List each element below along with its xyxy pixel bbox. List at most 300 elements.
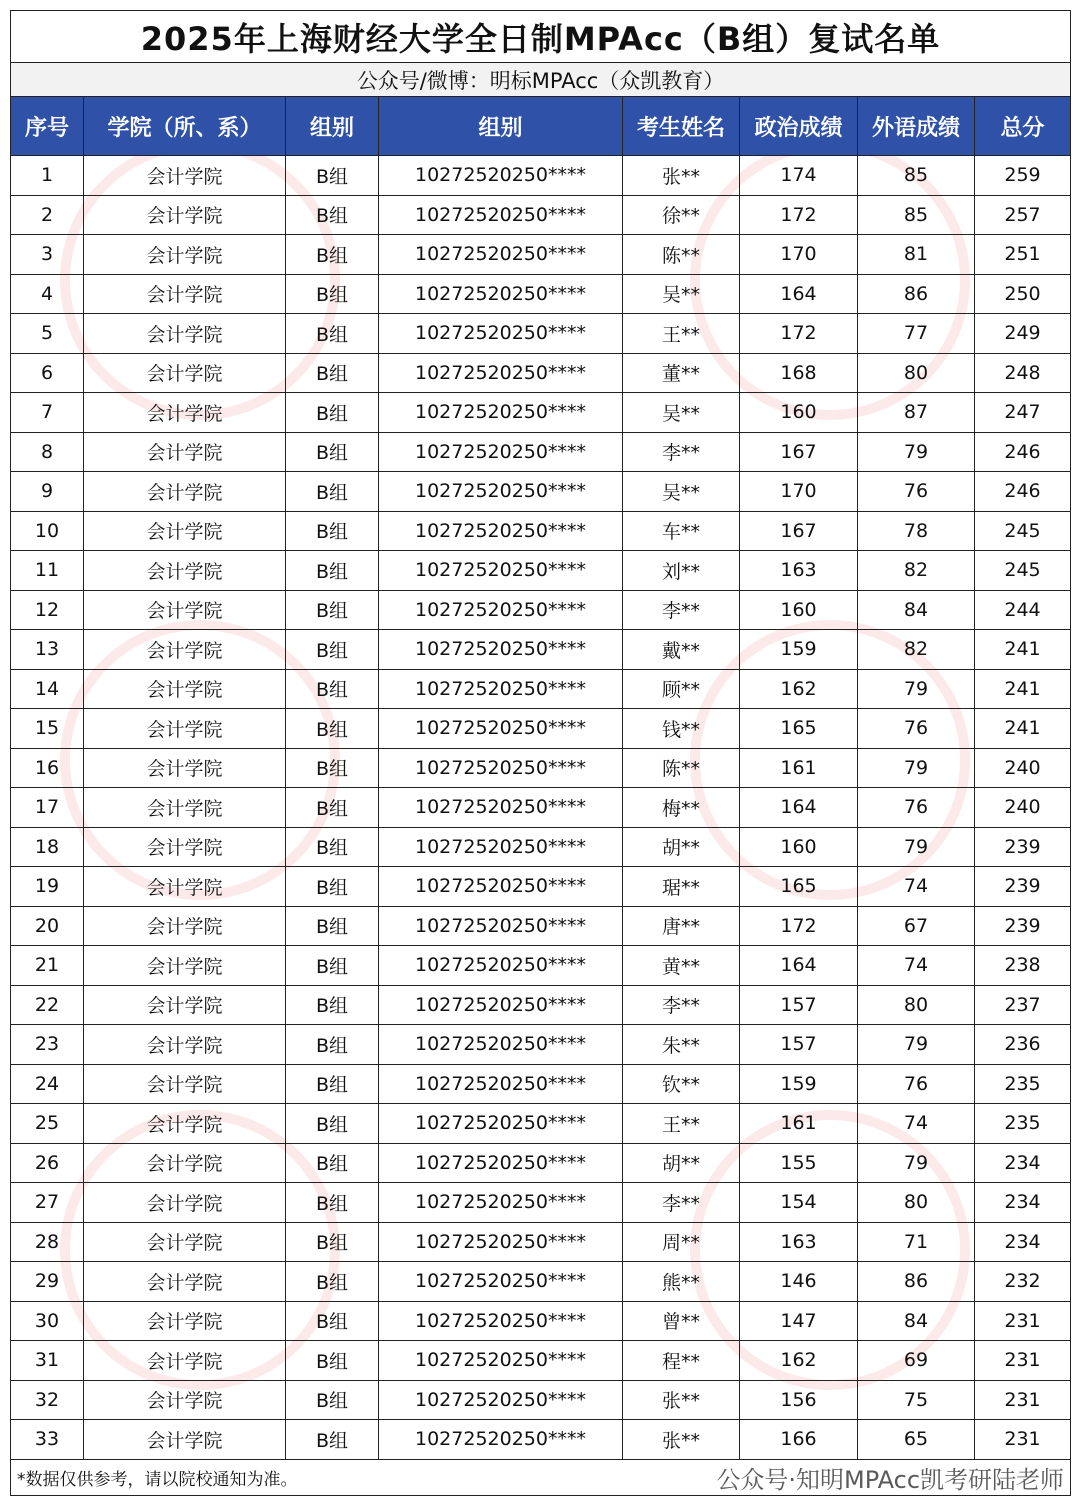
cell-total: 239 [975, 867, 1071, 907]
cell-name: 曾** [623, 1301, 740, 1341]
cell-name: 钦** [623, 1064, 740, 1104]
cell-name: 程** [623, 1341, 740, 1381]
table-row [11, 985, 1071, 1025]
cell-politics: 165 [740, 709, 858, 749]
cell-index: 15 [11, 709, 84, 749]
cell-politics: 172 [740, 906, 858, 946]
cell-politics: 160 [740, 827, 858, 867]
cell-total: 231 [975, 1301, 1071, 1341]
cell-group: B组 [286, 669, 379, 709]
cell-name: 戴** [623, 630, 740, 670]
cell-language: 80 [858, 1183, 975, 1223]
cell-index: 1 [11, 156, 84, 196]
cell-politics: 172 [740, 314, 858, 354]
cell-group: B组 [286, 630, 379, 670]
cell-group: B组 [286, 551, 379, 591]
cell-exam-id: 10272520250**** [379, 1262, 623, 1302]
cell-total: 241 [975, 669, 1071, 709]
cell-politics: 157 [740, 1025, 858, 1065]
cell-group: B组 [286, 827, 379, 867]
cell-index: 11 [11, 551, 84, 591]
cell-exam-id: 10272520250**** [379, 353, 623, 393]
cell-total: 238 [975, 946, 1071, 986]
cell-exam-id: 10272520250**** [379, 1183, 623, 1223]
cell-politics: 166 [740, 1420, 858, 1460]
table-row [11, 1183, 1071, 1223]
cell-group: B组 [286, 1025, 379, 1065]
cell-index: 17 [11, 788, 84, 828]
cell-name: 周** [623, 1222, 740, 1262]
cell-group: B组 [286, 393, 379, 433]
cell-group: B组 [286, 1143, 379, 1183]
cell-group: B组 [286, 867, 379, 907]
footer-row [11, 1459, 1071, 1495]
footnote: *数据仅供参考，请以院校通知为准。 [17, 1469, 298, 1490]
cell-name: 王** [623, 1104, 740, 1144]
cell-total: 245 [975, 551, 1071, 591]
table-row [11, 709, 1071, 749]
cell-exam-id: 10272520250**** [379, 1104, 623, 1144]
table-row [11, 1064, 1071, 1104]
header-group: 组别 [286, 97, 379, 156]
cell-index: 28 [11, 1222, 84, 1262]
cell-politics: 167 [740, 511, 858, 551]
cell-language: 84 [858, 1301, 975, 1341]
cell-language: 74 [858, 867, 975, 907]
cell-college: 会计学院 [84, 1420, 286, 1460]
table-row [11, 827, 1071, 867]
table-row [11, 748, 1071, 788]
table-row [11, 906, 1071, 946]
table-row [11, 1262, 1071, 1302]
cell-language: 79 [858, 669, 975, 709]
cell-index: 2 [11, 195, 84, 235]
cell-index: 22 [11, 985, 84, 1025]
cell-politics: 159 [740, 630, 858, 670]
cell-group: B组 [286, 1341, 379, 1381]
cell-total: 239 [975, 827, 1071, 867]
table-row [11, 867, 1071, 907]
cell-language: 82 [858, 630, 975, 670]
cell-name: 张** [623, 156, 740, 196]
header-politics: 政治成绩 [740, 97, 858, 156]
cell-exam-id: 10272520250**** [379, 235, 623, 275]
cell-name: 胡** [623, 827, 740, 867]
cell-exam-id: 10272520250**** [379, 195, 623, 235]
cell-exam-id: 10272520250**** [379, 1301, 623, 1341]
cell-exam-id: 10272520250**** [379, 1143, 623, 1183]
table-row [11, 314, 1071, 354]
cell-total: 257 [975, 195, 1071, 235]
cell-exam-id: 10272520250**** [379, 472, 623, 512]
cell-exam-id: 10272520250**** [379, 590, 623, 630]
cell-name: 张** [623, 1380, 740, 1420]
cell-exam-id: 10272520250**** [379, 1064, 623, 1104]
cell-group: B组 [286, 1380, 379, 1420]
cell-language: 75 [858, 1380, 975, 1420]
table-row [11, 156, 1071, 196]
cell-index: 26 [11, 1143, 84, 1183]
cell-index: 30 [11, 1301, 84, 1341]
cell-exam-id: 10272520250**** [379, 551, 623, 591]
cell-language: 79 [858, 1143, 975, 1183]
cell-index: 12 [11, 590, 84, 630]
subtitle: 公众号/微博：明标MPAcc（众凯教育） [11, 63, 1071, 97]
cell-language: 82 [858, 551, 975, 591]
cell-politics: 164 [740, 946, 858, 986]
cell-college: 会计学院 [84, 393, 286, 433]
cell-politics: 146 [740, 1262, 858, 1302]
cell-name: 琚** [623, 867, 740, 907]
table-row [11, 1420, 1071, 1460]
cell-total: 240 [975, 788, 1071, 828]
table-row [11, 669, 1071, 709]
cell-politics: 163 [740, 551, 858, 591]
cell-college: 会计学院 [84, 1064, 286, 1104]
candidate-table [10, 10, 1071, 1496]
table-row [11, 472, 1071, 512]
cell-college: 会计学院 [84, 709, 286, 749]
cell-college: 会计学院 [84, 669, 286, 709]
cell-name: 吴** [623, 472, 740, 512]
cell-politics: 164 [740, 788, 858, 828]
cell-name: 徐** [623, 195, 740, 235]
cell-college: 会计学院 [84, 827, 286, 867]
cell-exam-id: 10272520250**** [379, 314, 623, 354]
cell-index: 21 [11, 946, 84, 986]
cell-total: 241 [975, 709, 1071, 749]
cell-college: 会计学院 [84, 511, 286, 551]
cell-politics: 147 [740, 1301, 858, 1341]
cell-politics: 161 [740, 748, 858, 788]
cell-total: 244 [975, 590, 1071, 630]
cell-group: B组 [286, 1301, 379, 1341]
cell-name: 李** [623, 432, 740, 472]
cell-politics: 170 [740, 472, 858, 512]
cell-language: 74 [858, 1104, 975, 1144]
cell-language: 79 [858, 432, 975, 472]
cell-index: 24 [11, 1064, 84, 1104]
cell-college: 会计学院 [84, 156, 286, 196]
cell-total: 251 [975, 235, 1071, 275]
cell-language: 65 [858, 1420, 975, 1460]
cell-index: 20 [11, 906, 84, 946]
cell-index: 7 [11, 393, 84, 433]
cell-politics: 170 [740, 235, 858, 275]
cell-group: B组 [286, 946, 379, 986]
cell-total: 247 [975, 393, 1071, 433]
cell-college: 会计学院 [84, 235, 286, 275]
cell-politics: 160 [740, 393, 858, 433]
cell-name: 王** [623, 314, 740, 354]
table-row [11, 590, 1071, 630]
cell-politics: 163 [740, 1222, 858, 1262]
cell-college: 会计学院 [84, 551, 286, 591]
cell-politics: 161 [740, 1104, 858, 1144]
cell-group: B组 [286, 195, 379, 235]
table-row [11, 1380, 1071, 1420]
cell-index: 6 [11, 353, 84, 393]
cell-name: 梅** [623, 788, 740, 828]
cell-group: B组 [286, 709, 379, 749]
cell-total: 239 [975, 906, 1071, 946]
header-language: 外语成绩 [858, 97, 975, 156]
table-row [11, 195, 1071, 235]
cell-index: 31 [11, 1341, 84, 1381]
cell-name: 黄** [623, 946, 740, 986]
cell-politics: 172 [740, 195, 858, 235]
table-row [11, 1025, 1071, 1065]
cell-total: 237 [975, 985, 1071, 1025]
header-row [11, 97, 1071, 156]
header-index: 序号 [11, 97, 84, 156]
cell-total: 236 [975, 1025, 1071, 1065]
cell-index: 33 [11, 1420, 84, 1460]
cell-index: 32 [11, 1380, 84, 1420]
header-college: 学院（所、系） [84, 97, 286, 156]
cell-name: 董** [623, 353, 740, 393]
cell-total: 246 [975, 432, 1071, 472]
cell-group: B组 [286, 274, 379, 314]
cell-language: 79 [858, 1025, 975, 1065]
table-row [11, 353, 1071, 393]
cell-college: 会计学院 [84, 195, 286, 235]
cell-index: 13 [11, 630, 84, 670]
table-row [11, 432, 1071, 472]
cell-exam-id: 10272520250**** [379, 748, 623, 788]
cell-name: 张** [623, 1420, 740, 1460]
cell-politics: 157 [740, 985, 858, 1025]
cell-total: 231 [975, 1341, 1071, 1381]
cell-exam-id: 10272520250**** [379, 906, 623, 946]
cell-exam-id: 10272520250**** [379, 1380, 623, 1420]
header-exam-id: 组别 [379, 97, 623, 156]
cell-language: 80 [858, 353, 975, 393]
cell-group: B组 [286, 511, 379, 551]
table-row [11, 511, 1071, 551]
cell-name: 李** [623, 985, 740, 1025]
cell-group: B组 [286, 1064, 379, 1104]
table-row [11, 1341, 1071, 1381]
cell-index: 16 [11, 748, 84, 788]
cell-name: 陈** [623, 748, 740, 788]
cell-name: 唐** [623, 906, 740, 946]
cell-group: B组 [286, 353, 379, 393]
cell-name: 吴** [623, 393, 740, 433]
cell-politics: 156 [740, 1380, 858, 1420]
cell-exam-id: 10272520250**** [379, 669, 623, 709]
cell-group: B组 [286, 1183, 379, 1223]
cell-politics: 168 [740, 353, 858, 393]
cell-name: 熊** [623, 1262, 740, 1302]
cell-language: 87 [858, 393, 975, 433]
cell-exam-id: 10272520250**** [379, 432, 623, 472]
cell-name: 李** [623, 1183, 740, 1223]
cell-exam-id: 10272520250**** [379, 867, 623, 907]
cell-language: 80 [858, 985, 975, 1025]
cell-language: 86 [858, 274, 975, 314]
cell-index: 10 [11, 511, 84, 551]
cell-college: 会计学院 [84, 353, 286, 393]
cell-language: 85 [858, 156, 975, 196]
cell-total: 231 [975, 1380, 1071, 1420]
cell-group: B组 [286, 1104, 379, 1144]
cell-name: 陈** [623, 235, 740, 275]
cell-total: 259 [975, 156, 1071, 196]
cell-college: 会计学院 [84, 274, 286, 314]
cell-college: 会计学院 [84, 590, 286, 630]
cell-name: 吴** [623, 274, 740, 314]
cell-college: 会计学院 [84, 1025, 286, 1065]
cell-language: 76 [858, 472, 975, 512]
cell-language: 86 [858, 1262, 975, 1302]
cell-index: 9 [11, 472, 84, 512]
cell-index: 25 [11, 1104, 84, 1144]
cell-college: 会计学院 [84, 1222, 286, 1262]
cell-total: 245 [975, 511, 1071, 551]
cell-college: 会计学院 [84, 788, 286, 828]
cell-politics: 164 [740, 274, 858, 314]
cell-name: 刘** [623, 551, 740, 591]
cell-group: B组 [286, 788, 379, 828]
cell-index: 3 [11, 235, 84, 275]
cell-college: 会计学院 [84, 1143, 286, 1183]
table-row [11, 274, 1071, 314]
cell-index: 29 [11, 1262, 84, 1302]
cell-index: 5 [11, 314, 84, 354]
table-row [11, 946, 1071, 986]
cell-language: 76 [858, 788, 975, 828]
cell-politics: 162 [740, 1341, 858, 1381]
cell-college: 会计学院 [84, 906, 286, 946]
cell-language: 67 [858, 906, 975, 946]
cell-group: B组 [286, 748, 379, 788]
cell-total: 234 [975, 1183, 1071, 1223]
cell-name: 钱** [623, 709, 740, 749]
cell-politics: 167 [740, 432, 858, 472]
cell-group: B组 [286, 1420, 379, 1460]
cell-index: 4 [11, 274, 84, 314]
cell-politics: 159 [740, 1064, 858, 1104]
cell-exam-id: 10272520250**** [379, 1341, 623, 1381]
cell-language: 77 [858, 314, 975, 354]
cell-politics: 160 [740, 590, 858, 630]
cell-exam-id: 10272520250**** [379, 511, 623, 551]
table-row [11, 551, 1071, 591]
cell-total: 234 [975, 1143, 1071, 1183]
cell-college: 会计学院 [84, 472, 286, 512]
cell-language: 71 [858, 1222, 975, 1262]
cell-group: B组 [286, 235, 379, 275]
cell-college: 会计学院 [84, 1104, 286, 1144]
cell-total: 234 [975, 1222, 1071, 1262]
cell-index: 23 [11, 1025, 84, 1065]
cell-name: 李** [623, 590, 740, 630]
table-row [11, 1222, 1071, 1262]
cell-language: 79 [858, 748, 975, 788]
cell-group: B组 [286, 985, 379, 1025]
cell-language: 85 [858, 195, 975, 235]
cell-total: 246 [975, 472, 1071, 512]
cell-name: 胡** [623, 1143, 740, 1183]
cell-name: 朱** [623, 1025, 740, 1065]
cell-college: 会计学院 [84, 748, 286, 788]
cell-exam-id: 10272520250**** [379, 1025, 623, 1065]
cell-college: 会计学院 [84, 1341, 286, 1381]
header-name: 考生姓名 [623, 97, 740, 156]
cell-index: 8 [11, 432, 84, 472]
cell-total: 235 [975, 1104, 1071, 1144]
cell-language: 76 [858, 709, 975, 749]
cell-total: 232 [975, 1262, 1071, 1302]
cell-group: B组 [286, 472, 379, 512]
cell-index: 19 [11, 867, 84, 907]
cell-college: 会计学院 [84, 1262, 286, 1302]
wechat-watermark: 公众号·知明MPAcc凯考研陆老师 [716, 1465, 1065, 1494]
cell-college: 会计学院 [84, 630, 286, 670]
cell-exam-id: 10272520250**** [379, 1420, 623, 1460]
cell-politics: 155 [740, 1143, 858, 1183]
cell-college: 会计学院 [84, 867, 286, 907]
cell-group: B组 [286, 1262, 379, 1302]
cell-college: 会计学院 [84, 432, 286, 472]
cell-total: 241 [975, 630, 1071, 670]
cell-college: 会计学院 [84, 1183, 286, 1223]
cell-language: 78 [858, 511, 975, 551]
cell-language: 84 [858, 590, 975, 630]
cell-college: 会计学院 [84, 985, 286, 1025]
cell-exam-id: 10272520250**** [379, 156, 623, 196]
cell-exam-id: 10272520250**** [379, 393, 623, 433]
cell-college: 会计学院 [84, 1380, 286, 1420]
cell-total: 240 [975, 748, 1071, 788]
cell-index: 14 [11, 669, 84, 709]
cell-exam-id: 10272520250**** [379, 274, 623, 314]
cell-language: 79 [858, 827, 975, 867]
cell-politics: 154 [740, 1183, 858, 1223]
cell-exam-id: 10272520250**** [379, 946, 623, 986]
table-row [11, 630, 1071, 670]
cell-politics: 165 [740, 867, 858, 907]
cell-total: 231 [975, 1420, 1071, 1460]
cell-group: B组 [286, 432, 379, 472]
cell-index: 18 [11, 827, 84, 867]
cell-group: B组 [286, 314, 379, 354]
table-row [11, 235, 1071, 275]
cell-college: 会计学院 [84, 1301, 286, 1341]
cell-name: 顾** [623, 669, 740, 709]
cell-exam-id: 10272520250**** [379, 985, 623, 1025]
table-row [11, 788, 1071, 828]
table-row [11, 1143, 1071, 1183]
cell-group: B组 [286, 590, 379, 630]
cell-language: 74 [858, 946, 975, 986]
cell-language: 69 [858, 1341, 975, 1381]
cell-exam-id: 10272520250**** [379, 827, 623, 867]
cell-total: 235 [975, 1064, 1071, 1104]
cell-name: 车** [623, 511, 740, 551]
cell-group: B组 [286, 156, 379, 196]
header-total: 总分 [975, 97, 1071, 156]
cell-group: B组 [286, 906, 379, 946]
cell-language: 81 [858, 235, 975, 275]
cell-exam-id: 10272520250**** [379, 788, 623, 828]
cell-exam-id: 10272520250**** [379, 709, 623, 749]
table-row [11, 393, 1071, 433]
cell-total: 250 [975, 274, 1071, 314]
document-title: 2025年上海财经大学全日制MPAcc（B组）复试名单 [11, 11, 1071, 63]
cell-total: 249 [975, 314, 1071, 354]
